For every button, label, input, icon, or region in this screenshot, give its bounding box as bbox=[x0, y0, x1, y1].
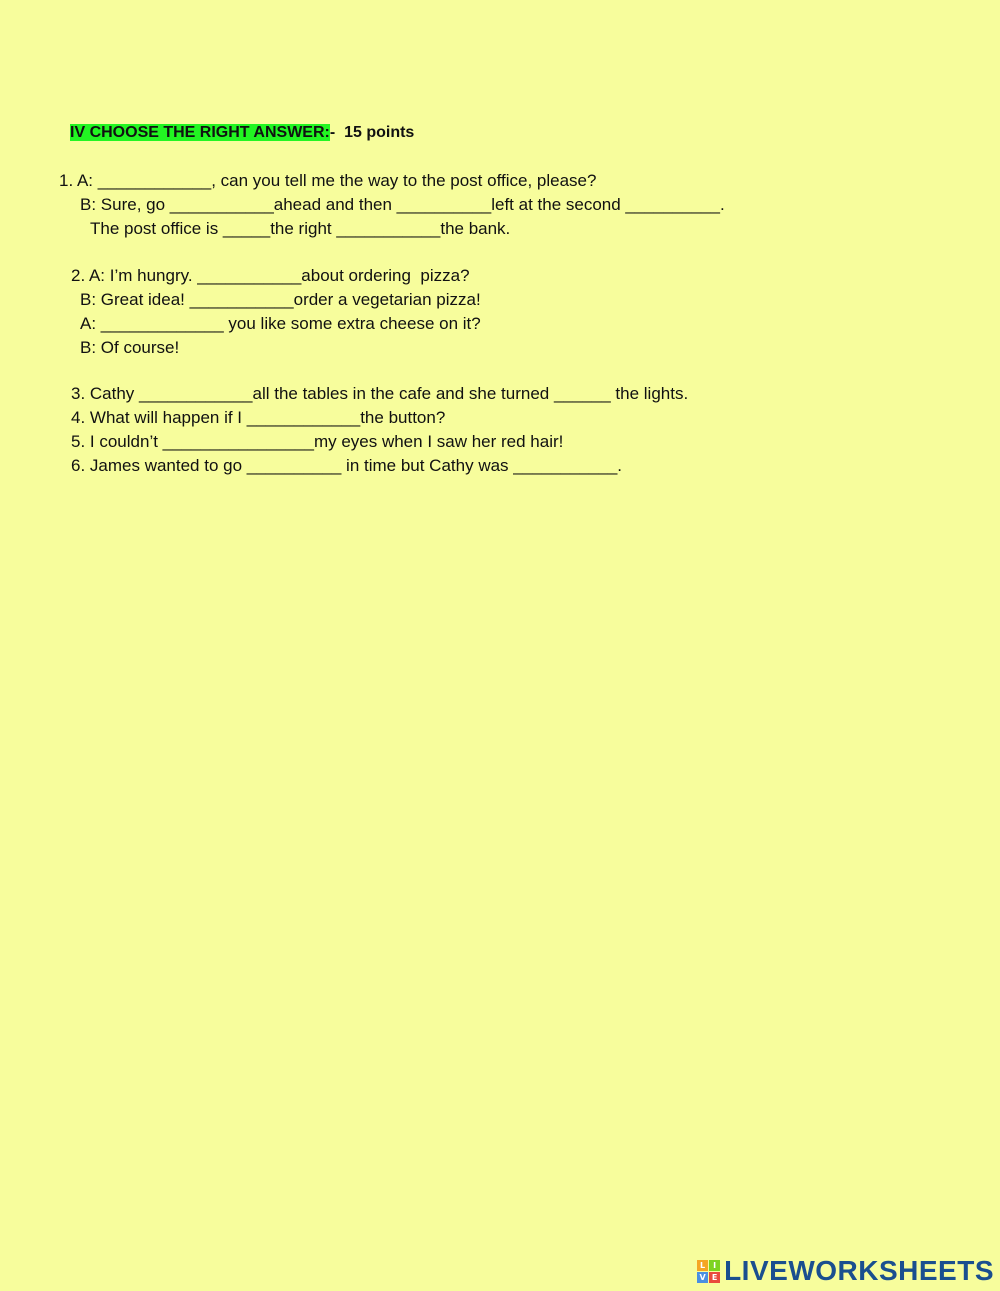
logo-tiles-icon bbox=[697, 1260, 720, 1283]
section-heading bbox=[70, 122, 414, 144]
question-6: 6. James wanted to go __________ in time but Cathy was ___________. bbox=[71, 456, 622, 475]
logo-tile-e: E bbox=[709, 1272, 720, 1283]
logo-tile-i: I bbox=[709, 1260, 720, 1271]
question-2-line-a: 2. A: I’m hungry. ___________about ordering pizza? bbox=[71, 266, 470, 285]
logo-tile-l: L bbox=[697, 1260, 708, 1271]
question-2-line-d: B: Of course! bbox=[80, 338, 180, 357]
question-1-line-c: The post office is _____the right ___________the bank. bbox=[90, 219, 511, 238]
question-3: 3. Cathy ____________all the tables in the cafe and she turned ______ the lights. bbox=[71, 384, 689, 403]
question-1-line-b: B: Sure, go ___________ahead and then __________left at the second __________. bbox=[80, 195, 725, 214]
liveworksheets-logo bbox=[697, 1257, 994, 1285]
question-5: 5. I couldn’t ________________my eyes when I saw her red hair! bbox=[71, 432, 564, 451]
heading-title: IV CHOOSE THE RIGHT ANSWER: bbox=[70, 124, 330, 141]
question-2-line-b: B: Great idea! ___________order a vegetarian pizza! bbox=[80, 290, 481, 309]
question-2-line-c: A: _____________ you like some extra cheese on it? bbox=[80, 314, 481, 333]
question-1-line-a: 1. A: ____________, can you tell me the way to the post office, please? bbox=[59, 171, 597, 190]
question-4: 4. What will happen if I ____________the button? bbox=[71, 408, 446, 427]
logo-text: LIVEWORKSHEETS bbox=[724, 1255, 994, 1286]
heading-points: - 15 points bbox=[329, 124, 415, 141]
logo-tile-v: V bbox=[697, 1272, 708, 1283]
